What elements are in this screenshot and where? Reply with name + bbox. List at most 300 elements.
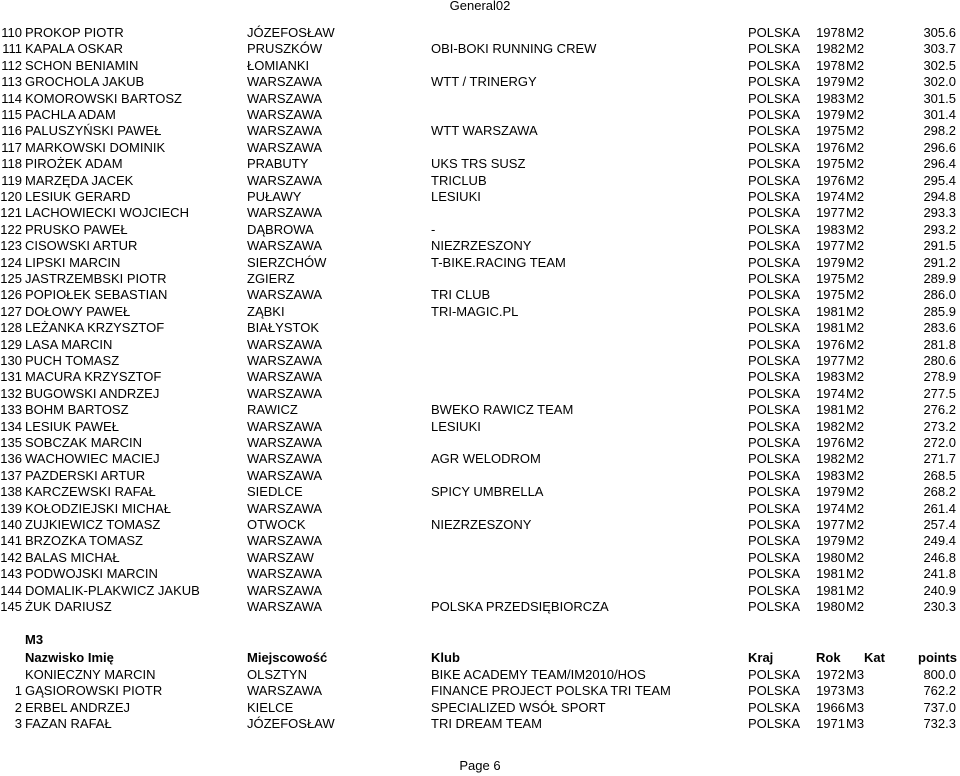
- table-row: [0, 484, 960, 500]
- points-cell: 278.9: [923, 369, 956, 385]
- category-cell: M2: [846, 238, 865, 254]
- points-cell: 289.9: [923, 271, 956, 286]
- club-cell: POLSKA PRZEDSIĘBIORCZA: [431, 599, 609, 614]
- header-club: Klub: [431, 650, 460, 665]
- country-cell: POLSKA: [748, 156, 801, 172]
- section-title-m3: M3: [25, 632, 44, 647]
- rank-cell: 1: [14, 683, 22, 699]
- city-cell: WARSZAWA: [247, 90, 323, 106]
- year-cell: 1977: [816, 238, 845, 254]
- table-row: [0, 716, 960, 732]
- points-cell: 277.5: [923, 385, 956, 401]
- header-year: Rok: [816, 650, 841, 665]
- city-cell: OLSZTYN: [247, 667, 307, 682]
- name-cell: PUCH TOMASZ: [25, 353, 120, 368]
- table-row: [0, 320, 960, 336]
- table-row: [0, 667, 960, 683]
- category-cell: M2: [846, 467, 865, 483]
- points-cell: 291.5: [923, 238, 956, 254]
- name-cell: SOBCZAK MARCIN: [25, 435, 143, 450]
- country-cell: POLSKA: [748, 667, 801, 682]
- city-cell: WARSZAWA: [247, 205, 323, 221]
- header-city: Miejscowość: [247, 650, 328, 665]
- city-cell: ZGIERZ: [247, 271, 295, 286]
- rank-cell: 130: [0, 353, 22, 368]
- table-row: [0, 369, 960, 385]
- table-row: [0, 107, 960, 123]
- year-cell: 1980: [816, 599, 845, 614]
- table-row: [0, 566, 960, 582]
- rank-cell: 136: [0, 451, 22, 467]
- country-cell: POLSKA: [748, 57, 801, 73]
- country-cell: POLSKA: [748, 451, 801, 467]
- rank-cell: 132: [0, 385, 22, 401]
- category-cell: M2: [846, 156, 865, 172]
- year-cell: 1980: [816, 549, 845, 565]
- country-cell: POLSKA: [748, 402, 801, 418]
- country-cell: POLSKA: [748, 484, 801, 500]
- name-cell: MACURA KRZYSZTOF: [25, 369, 162, 385]
- name-cell: BOHM BARTOSZ: [25, 402, 129, 418]
- category-cell: M3: [846, 716, 865, 732]
- category-cell: M2: [846, 123, 865, 139]
- country-cell: POLSKA: [748, 336, 801, 352]
- year-cell: 1975: [816, 271, 845, 286]
- year-cell: 1966: [816, 699, 845, 715]
- table-row: [0, 583, 960, 599]
- city-cell: WARSZAWA: [247, 353, 323, 368]
- category-cell: M2: [846, 336, 865, 352]
- city-cell: SIEDLCE: [247, 484, 303, 500]
- header-category: Kat: [864, 650, 885, 665]
- table-row: [0, 353, 960, 369]
- country-cell: POLSKA: [748, 172, 801, 188]
- city-cell: KIELCE: [247, 699, 294, 715]
- rank-cell: 128: [0, 320, 22, 336]
- country-cell: POLSKA: [748, 467, 801, 483]
- category-cell: M2: [846, 353, 865, 368]
- category-cell: M2: [846, 369, 865, 385]
- rank-cell: 137: [0, 467, 22, 483]
- year-cell: 1976: [816, 172, 845, 188]
- year-cell: 1979: [816, 484, 845, 500]
- rank-cell: 118: [1, 156, 22, 172]
- city-cell: WARSZAWA: [247, 107, 323, 122]
- city-cell: WARSZAWA: [247, 238, 323, 254]
- club-cell: AGR WELODROM: [431, 451, 541, 467]
- name-cell: JASTRZEMBSKI PIOTR: [25, 271, 167, 286]
- points-cell: 272.0: [923, 435, 956, 450]
- name-cell: ERBEL ANDRZEJ: [25, 699, 130, 715]
- category-cell: M2: [846, 303, 865, 319]
- year-cell: 1977: [816, 353, 845, 368]
- category-cell: M2: [846, 402, 865, 418]
- year-cell: 1983: [816, 467, 845, 483]
- points-cell: 301.4: [923, 107, 956, 122]
- country-cell: POLSKA: [748, 254, 801, 270]
- city-cell: WARSZAWA: [247, 451, 323, 467]
- name-cell: KAPALA OSKAR: [25, 41, 124, 57]
- city-cell: BIAŁYSTOK: [247, 320, 320, 336]
- table-row: [0, 550, 960, 566]
- club-cell: T-BIKE.RACING TEAM: [431, 254, 566, 270]
- rank-cell: 140: [0, 517, 22, 532]
- country-cell: POLSKA: [748, 303, 801, 319]
- name-cell: ZUJKIEWICZ TOMASZ: [25, 517, 161, 532]
- club-cell: FINANCE PROJECT POLSKA TRI TEAM: [431, 683, 671, 699]
- city-cell: WARSZAWA: [247, 683, 323, 699]
- rank-cell: 112: [1, 57, 22, 73]
- name-cell: LASA MARCIN: [25, 336, 113, 352]
- category-cell: M2: [846, 74, 865, 90]
- category-cell: M2: [846, 57, 865, 73]
- sheet-title: General02: [449, 0, 511, 13]
- rank-cell: 142: [0, 549, 22, 565]
- points-cell: 293.2: [923, 221, 956, 237]
- category-cell: M2: [846, 566, 865, 582]
- category-cell: M3: [846, 699, 865, 715]
- category-cell: M2: [846, 385, 865, 401]
- city-cell: PRUSZKÓW: [247, 41, 323, 57]
- country-cell: POLSKA: [748, 699, 801, 715]
- points-cell: 285.9: [923, 303, 956, 319]
- country-cell: POLSKA: [748, 221, 801, 237]
- city-cell: WARSZAWA: [247, 172, 323, 188]
- table-row: [0, 533, 960, 549]
- name-cell: PROKOP PIOTR: [25, 25, 124, 40]
- city-cell: WARSZAWA: [247, 435, 323, 450]
- rank-cell: 122: [0, 221, 22, 237]
- points-cell: 301.5: [923, 90, 956, 106]
- category-cell: M2: [846, 517, 865, 532]
- table-row: [0, 287, 960, 303]
- points-cell: 762.2: [923, 683, 956, 699]
- points-cell: 302.5: [923, 57, 956, 73]
- year-cell: 1983: [816, 369, 845, 385]
- country-cell: POLSKA: [748, 582, 801, 598]
- city-cell: JÓZEFOSŁAW: [247, 716, 335, 732]
- year-cell: 1981: [816, 303, 845, 319]
- country-cell: POLSKA: [748, 90, 801, 106]
- category-cell: M2: [846, 582, 865, 598]
- table-row: [0, 304, 960, 320]
- country-cell: POLSKA: [748, 25, 801, 40]
- year-cell: 1982: [816, 451, 845, 467]
- category-cell: M2: [846, 25, 865, 40]
- category-cell: M2: [846, 139, 865, 155]
- points-cell: 305.6: [923, 25, 956, 40]
- year-cell: 1975: [816, 123, 845, 139]
- country-cell: POLSKA: [748, 353, 801, 368]
- year-cell: 1971: [816, 716, 845, 732]
- points-cell: 246.8: [923, 549, 956, 565]
- club-cell: TRI DREAM TEAM: [431, 716, 542, 732]
- category-cell: M2: [846, 287, 865, 303]
- table-row: [0, 58, 960, 74]
- table-row: [0, 238, 960, 254]
- rank-cell: 115: [1, 107, 22, 122]
- name-cell: POPIOŁEK SEBASTIAN: [25, 287, 168, 303]
- city-cell: WARSZAWA: [247, 287, 323, 303]
- table-row: [0, 25, 960, 41]
- table-row: [0, 271, 960, 287]
- country-cell: POLSKA: [748, 599, 801, 614]
- country-cell: POLSKA: [748, 320, 801, 336]
- rank-cell: 125: [0, 271, 22, 286]
- rank-cell: 121: [0, 205, 22, 221]
- country-cell: POLSKA: [748, 369, 801, 385]
- country-cell: POLSKA: [748, 123, 801, 139]
- table-row: [0, 74, 960, 90]
- country-cell: POLSKA: [748, 418, 801, 434]
- city-cell: WARSZAW: [247, 549, 314, 565]
- points-cell: 268.2: [923, 484, 956, 500]
- points-cell: 257.4: [923, 517, 956, 532]
- points-cell: 241.8: [923, 566, 956, 582]
- city-cell: JÓZEFOSŁAW: [247, 25, 335, 40]
- country-cell: POLSKA: [748, 533, 801, 549]
- club-cell: WTT / TRINERGY: [431, 74, 537, 90]
- club-cell: LESIUKI: [431, 418, 481, 434]
- category-cell: M3: [846, 667, 865, 682]
- rank-cell: 120: [0, 189, 22, 204]
- year-cell: 1976: [816, 336, 845, 352]
- rank-cell: 135: [0, 435, 22, 450]
- rank-cell: 145: [0, 599, 22, 614]
- year-cell: 1978: [816, 57, 845, 73]
- year-cell: 1976: [816, 435, 845, 450]
- city-cell: WARSZAWA: [247, 500, 323, 516]
- points-cell: 800.0: [923, 667, 956, 682]
- rank-cell: 143: [0, 566, 22, 582]
- city-cell: WARSZAWA: [247, 599, 323, 614]
- points-cell: 298.2: [923, 123, 956, 139]
- category-cell: M2: [846, 189, 865, 204]
- table-row: [0, 501, 960, 517]
- category-cell: M2: [846, 107, 865, 122]
- country-cell: POLSKA: [748, 205, 801, 221]
- points-cell: 291.2: [923, 254, 956, 270]
- name-cell: ŻUK DARIUSZ: [25, 599, 112, 614]
- club-cell: LESIUKI: [431, 189, 481, 204]
- table-header-m3: [0, 650, 960, 666]
- table-row: [0, 435, 960, 451]
- year-cell: 1982: [816, 418, 845, 434]
- name-cell: BRZOZKA TOMASZ: [25, 533, 143, 549]
- name-cell: LEŻANKA KRZYSZTOF: [25, 320, 165, 336]
- rank-cell: 3: [14, 716, 22, 732]
- country-cell: POLSKA: [748, 716, 801, 732]
- country-cell: POLSKA: [748, 74, 801, 90]
- club-cell: SPICY UMBRELLA: [431, 484, 544, 500]
- city-cell: PRABUTY: [247, 156, 309, 172]
- country-cell: POLSKA: [748, 107, 801, 122]
- rank-cell: 133: [0, 402, 22, 418]
- club-cell: BIKE ACADEMY TEAM/IM2010/HOS: [431, 667, 646, 682]
- rank-cell: 111: [2, 41, 22, 57]
- year-cell: 1981: [816, 582, 845, 598]
- city-cell: WARSZAWA: [247, 74, 323, 90]
- category-cell: M2: [846, 533, 865, 549]
- year-cell: 1982: [816, 41, 845, 57]
- points-cell: 294.8: [923, 189, 956, 204]
- name-cell: GĄSIOROWSKI PIOTR: [25, 683, 163, 699]
- table-row: [0, 91, 960, 107]
- category-cell: M2: [846, 271, 865, 286]
- name-cell: WACHOWIEC MACIEJ: [25, 451, 160, 467]
- country-cell: POLSKA: [748, 500, 801, 516]
- name-cell: GROCHOLA JAKUB: [25, 74, 145, 90]
- city-cell: SIERZCHÓW: [247, 254, 327, 270]
- name-cell: KOŁODZIEJSKI MICHAŁ: [25, 500, 171, 516]
- year-cell: 1979: [816, 74, 845, 90]
- rank-cell: 110: [1, 25, 22, 40]
- points-cell: 281.8: [923, 336, 956, 352]
- rank-cell: 141: [0, 533, 22, 549]
- header-country: Kraj: [748, 650, 774, 665]
- name-cell: LACHOWIECKI WOJCIECH: [25, 205, 189, 221]
- name-cell: SCHON BENIAMIN: [25, 57, 139, 73]
- country-cell: POLSKA: [748, 549, 801, 565]
- city-cell: WARSZAWA: [247, 336, 323, 352]
- name-cell: BALAS MICHAŁ: [25, 549, 120, 565]
- club-cell: TRICLUB: [431, 172, 487, 188]
- rank-cell: 131: [0, 369, 22, 385]
- category-cell: M2: [846, 221, 865, 237]
- points-cell: 230.3: [923, 599, 956, 614]
- rank-cell: 129: [0, 336, 22, 352]
- year-cell: 1972: [816, 667, 845, 682]
- name-cell: LESIUK PAWEŁ: [25, 418, 119, 434]
- rank-cell: 114: [1, 90, 22, 106]
- points-cell: 276.2: [923, 402, 956, 418]
- year-cell: 1974: [816, 500, 845, 516]
- points-cell: 296.6: [923, 139, 956, 155]
- year-cell: 1979: [816, 533, 845, 549]
- category-cell: M2: [846, 599, 865, 614]
- year-cell: 1979: [816, 107, 845, 122]
- table-row: [0, 451, 960, 467]
- category-cell: M2: [846, 500, 865, 516]
- name-cell: PIROŻEK ADAM: [25, 156, 123, 172]
- name-cell: LIPSKI MARCIN: [25, 254, 121, 270]
- header-points: points: [918, 650, 957, 665]
- points-cell: 283.6: [923, 320, 956, 336]
- country-cell: POLSKA: [748, 435, 801, 450]
- club-cell: NIEZRZESZONY: [431, 238, 532, 254]
- year-cell: 1974: [816, 189, 845, 204]
- country-cell: POLSKA: [748, 385, 801, 401]
- country-cell: POLSKA: [748, 566, 801, 582]
- points-cell: 737.0: [923, 699, 956, 715]
- points-cell: 295.4: [923, 172, 956, 188]
- name-cell: PRUSKO PAWEŁ: [25, 221, 128, 237]
- club-cell: OBI-BOKI RUNNING CREW: [431, 41, 597, 57]
- points-cell: 302.0: [923, 74, 956, 90]
- city-cell: DĄBROWA: [247, 221, 314, 237]
- points-cell: 249.4: [923, 533, 956, 549]
- club-cell: SPECIALIZED WSÓŁ SPORT: [431, 699, 606, 715]
- country-cell: POLSKA: [748, 683, 801, 699]
- name-cell: PACHLA ADAM: [25, 107, 116, 122]
- club-cell: NIEZRZESZONY: [431, 517, 532, 532]
- points-cell: 268.5: [923, 467, 956, 483]
- city-cell: ZĄBKI: [247, 303, 285, 319]
- year-cell: 1975: [816, 287, 845, 303]
- points-cell: 286.0: [923, 287, 956, 303]
- club-cell: UKS TRS SUSZ: [431, 156, 526, 172]
- club-cell: BWEKO RAWICZ TEAM: [431, 402, 574, 418]
- city-cell: WARSZAWA: [247, 418, 323, 434]
- category-cell: M2: [846, 451, 865, 467]
- category-cell: M2: [846, 320, 865, 336]
- points-cell: 240.9: [923, 582, 956, 598]
- rank-cell: 117: [1, 139, 22, 155]
- rank-cell: 116: [1, 123, 22, 139]
- name-cell: FAZAN RAFAŁ: [25, 716, 112, 732]
- country-cell: POLSKA: [748, 517, 801, 532]
- table-row: [0, 222, 960, 238]
- table-row: [0, 156, 960, 172]
- name-cell: KONIECZNY MARCIN: [25, 667, 156, 682]
- table-row: [0, 140, 960, 156]
- table-row: [0, 386, 960, 402]
- name-cell: MARZĘDA JACEK: [25, 172, 134, 188]
- table-row: [0, 700, 960, 716]
- points-cell: 296.4: [923, 156, 956, 172]
- year-cell: 1983: [816, 221, 845, 237]
- year-cell: 1975: [816, 156, 845, 172]
- table-row: [0, 41, 960, 57]
- points-cell: 273.2: [923, 418, 956, 434]
- year-cell: 1973: [816, 683, 845, 699]
- year-cell: 1976: [816, 139, 845, 155]
- points-cell: 293.3: [923, 205, 956, 221]
- rank-cell: 2: [14, 699, 22, 715]
- rank-cell: 124: [0, 254, 22, 270]
- city-cell: WARSZAWA: [247, 385, 323, 401]
- name-cell: PALUSZYŃSKI PAWEŁ: [25, 123, 162, 139]
- city-cell: WARSZAWA: [247, 566, 323, 582]
- points-cell: 732.3: [923, 716, 956, 732]
- table-row: [0, 599, 960, 615]
- country-cell: POLSKA: [748, 41, 801, 57]
- year-cell: 1974: [816, 385, 845, 401]
- table-row: [0, 205, 960, 221]
- city-cell: WARSZAWA: [247, 139, 323, 155]
- category-cell: M2: [846, 254, 865, 270]
- rank-cell: 139: [0, 500, 22, 516]
- name-cell: DOMALIK-PLAKWICZ JAKUB: [25, 582, 200, 598]
- category-cell: M2: [846, 435, 865, 450]
- country-cell: POLSKA: [748, 189, 801, 204]
- points-cell: 261.4: [923, 500, 956, 516]
- city-cell: WARSZAWA: [247, 369, 323, 385]
- city-cell: WARSZAWA: [247, 533, 323, 549]
- club-cell: -: [431, 221, 436, 237]
- rank-cell: 138: [0, 484, 22, 500]
- table-row: [0, 517, 960, 533]
- category-cell: M2: [846, 172, 865, 188]
- rank-cell: 126: [0, 287, 22, 303]
- city-cell: PUŁAWY: [247, 189, 302, 204]
- club-cell: TRI CLUB: [431, 287, 491, 303]
- name-cell: LESIUK GERARD: [25, 189, 131, 204]
- table-row: [0, 468, 960, 484]
- table-row: [0, 337, 960, 353]
- name-cell: KOMOROWSKI BARTOSZ: [25, 90, 182, 106]
- club-cell: TRI-MAGIC.PL: [431, 303, 519, 319]
